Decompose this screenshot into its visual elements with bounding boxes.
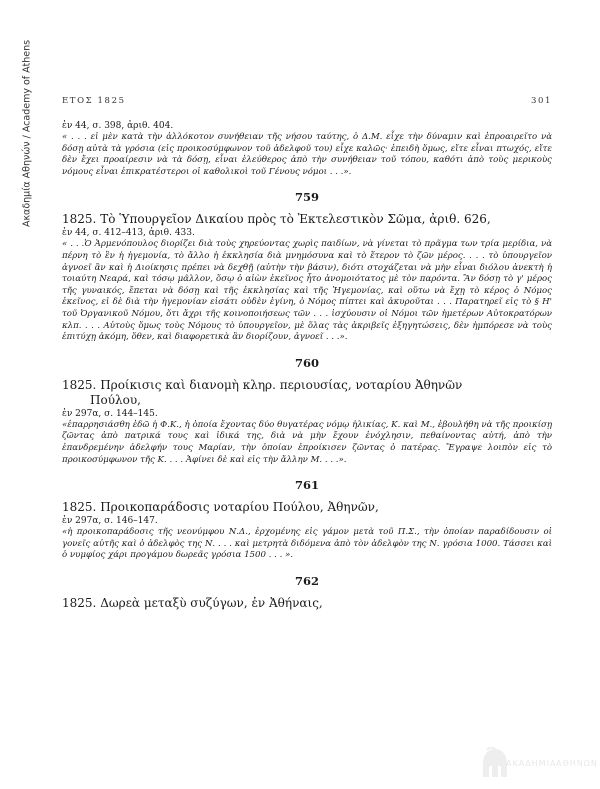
entry-number: 761 <box>294 478 319 493</box>
entry-title <box>62 596 552 611</box>
intro-block <box>62 120 552 178</box>
entry-title-text: Δωρεὰ μεταξὺ συζύγων, ἐν Ἀθήναις, <box>100 595 323 610</box>
entry-title <box>62 378 552 408</box>
entry-quote: «ἐπαρρησιάσθη ἐδῶ ἡ Φ.Κ., ἡ ὁποία ἔχοντας δύο θυγατέρας νόμῳ ἡλικίας, Κ. καὶ Μ., ἐβουλήθη νὰ τῆς προικίσῃ ζῶντας ἀπὸ πατρικά τους καὶ ἰδικά της, διὰ νὰ μὴν ἔχουν ἐνόχλησιν, πεθαίνοντας αὐτή, ἀπὸ τὴν ἐπανδρεμένην ἀδελφήν τους Μαρίαν, τὴν ὁποίαν ἐπροίκισεν ζῶντας ὁ πατέρας. Ἔγραψε λοιπὸν εἰς τὸ προικοσύμφωνον τῆς Κ. . . . Ἀφίνει δὲ καὶ εἰς τὴν ἄλλην Μ. . . .». <box>62 419 552 465</box>
running-head-title: ΕΤΟΣ 1825 <box>62 96 126 106</box>
entry-title-continuation: Πούλου, <box>90 392 141 407</box>
watermark-right-text: ΑΘΗΝΩΝ <box>556 759 598 768</box>
entry-reference: ἐν 44, σ. 412–413, ἀριθ. 433. <box>62 228 195 239</box>
watermark-left-text: ΑΚΑΔΗΜΙΑ <box>506 759 557 768</box>
entry-quote: «ἡ προικοπαράδοσις τῆς νεονύμφου Ν.Δ., ἐρχομένης εἰς γάμον μετὰ τοῦ Π.Σ., τὴν ὁποίαν παραδίδουσιν οἱ γονεῖς αὐτῆς καὶ ὁ ἀδελφὸς της Ν. . . . καὶ μετρητὰ διδόμενα ἀπὸ τὸν ἀδελφὸν της Ν. γρόσια 1000. Τάσσει καὶ ὁ νυμφίος χάρι προγάμου δωρεᾶς γρόσια 1500 . . . ». <box>62 527 552 561</box>
entry-year: 1825. <box>62 212 97 227</box>
entry-year: 1825. <box>62 500 97 515</box>
entry-number: 762 <box>294 573 319 588</box>
entry-title-text: Τὸ Ὑπουργεῖον Δικαίου πρὸς τὸ Ἐκτελεστικὸν Σῶμα, ἀριθ. 626, <box>100 212 491 227</box>
entry-number: 759 <box>294 190 319 205</box>
entry-title <box>62 212 552 227</box>
side-label-text: Ακαδημία Αθηνών / Academy of Athens <box>21 39 33 228</box>
intro-reference: ἐν 44, σ. 398, ἀριθ. 404. <box>62 121 174 131</box>
entry-761 <box>62 478 552 562</box>
entry-762 <box>62 574 552 611</box>
running-head <box>62 96 552 106</box>
entry-reference: ἐν 297α, σ. 144–145. <box>62 408 158 419</box>
entry-title <box>62 500 552 515</box>
entry-759 <box>62 190 552 343</box>
entry-title-text: Προίκισις καὶ διανομὴ κληρ. περιουσίας, νοταρίου Ἀθηνῶν <box>100 377 463 392</box>
entry-number: 760 <box>294 355 319 370</box>
intro-quote: « . . . εἰ μὲν κατὰ τὴν ἀλλόκοτον συνήθειαν τῆς νήσου ταύτης, ὁ Δ.Μ. εἶχε τὴν δύναμιν καὶ ἐπροαιρεῖτο νὰ δόσῃ αὐτὰ τὰ γρόσια (εἰς προικοσύμφωνον τοῦ ἀδελφοῦ του) εἶχε καλῶς· ἐπειδὴ ὅμως, εἴτε εἶναι πτωχός, εἴτε δὲν ἔχει προαίρεσιν νὰ τὰ δόσῃ, εἶναι ἐλεύθερος ἀπὸ τὴν συνήθειαν τοῦ τόπου, καθότι ἀπὸ τοὺς μερικοὺς νόμους εἶναι ἐπικρατέστεροι οἱ καθολικοὶ τοῦ Γένους νόμοι . . .». <box>62 132 552 177</box>
entry-reference: ἐν 297α, σ. 146–147. <box>62 516 158 527</box>
entry-760 <box>62 356 552 466</box>
academy-watermark <box>480 745 598 785</box>
entry-title-text: Προικοπαράδοσις νοταρίου Πούλου, Ἀθηνῶν, <box>100 500 379 515</box>
page-number: 301 <box>530 96 552 106</box>
entry-year: 1825. <box>62 377 97 392</box>
entry-quote: « . . .Ὁ Ἀρμενόπουλος διορίζει διὰ τοὺς χηρεύοντας χωρὶς παιδίων, νὰ γίνεται τὸ πρᾶγμα των τρία μερίδια, νὰ πέρνη τὸ ἓν ἡ ἡγεμονία, τὸ ἄλλο ἡ ἐκκλησία διὰ μνημόσυνα καὶ τὸ ἕτερον τὸ ζῶν μέρος. . . . τὸ ὑπουργεῖον ἀγνοεῖ ἂν καὶ ἡ Διοίκησις πρέπει νὰ δεχθῇ (αὐτὴν τὴν βάσιν), διότι στοχάζεται νὰ μὴν εἶναι διόλου ἀνεκτὴ ἡ τοιαύτη Νεαρά, καὶ τόσῳ μᾶλλον, ὅσῳ ὁ αἰὼν ἐκεῖνος ἦτο ἀνομοιότατος μὲ τὸν παρόντα. Ἂν δόσῃ τὸ γ' μέρος τῆς γυναικός, ἔπεται νὰ δόσῃ καὶ τῆς ἐκκλησίας καὶ τῆς Ἡγεμονίας, καὶ οὕτω νὰ ἔχῃ τὸ κέρος ὁ Νόμος ἐκεῖνος, εἰ δὲ διὰ τὴν ἡγεμονίαν εἰσάτι οὐδὲν ἐγίνη, ὁ Νόμος πίπτει καὶ ἀκυροῦται . . . Παρατηρεῖ εἰς τὸ § Η' τοῦ Ὀργανικοῦ Νόμου, ὅτι ἄχρι τῆς κοινοποιήσεως τῶν . . . ἰσχύουσιν οἱ Νόμοι τῶν ἡμετέρων Αὐτοκρατόρων κλπ. . . . Αὐτοὺς ὅμως τοὺς Νόμους τὸ ὑπουργεῖον, μὲ ὅλας τὰς ἀκριβεῖς ἐξηγητώσεις, δὲν ἠμπόρεσε νὰ τοὺς ἐπιτύχῃ ἀκόμη, ὅθεν, καὶ διαφορετικὰ ἂν διορίζουν, ἀγνοεῖ . . .». <box>62 239 552 343</box>
entry-year: 1825. <box>62 595 97 610</box>
archive-side-label <box>20 30 34 240</box>
document-page <box>62 96 552 611</box>
